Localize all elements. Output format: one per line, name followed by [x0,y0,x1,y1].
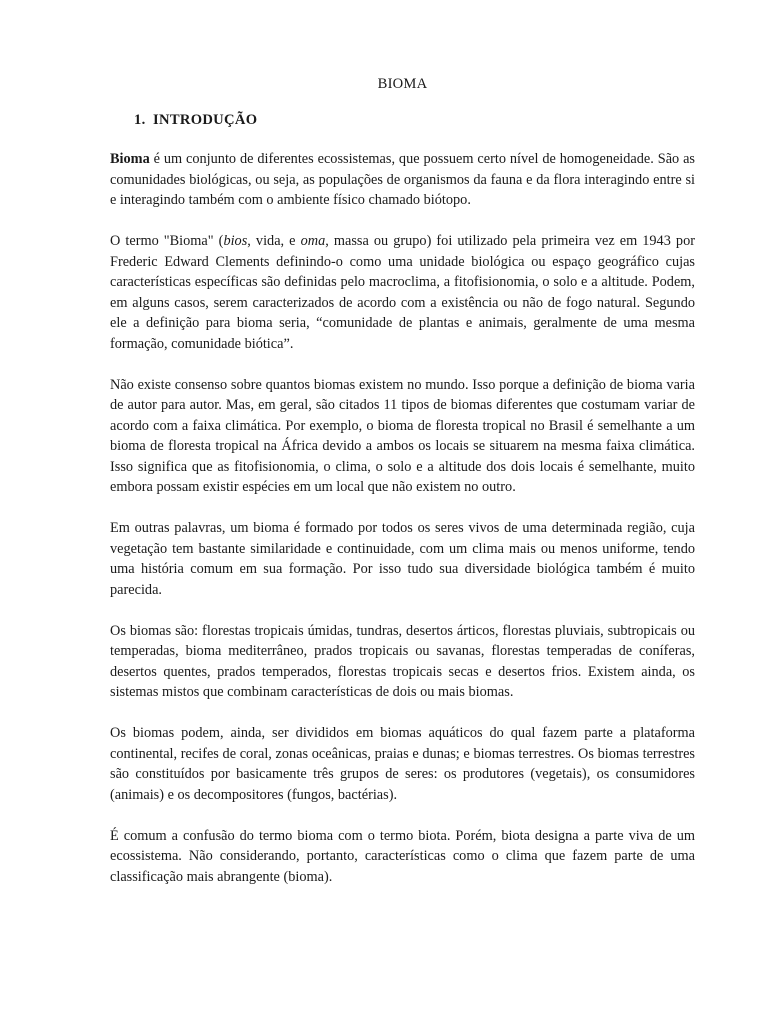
paragraph-text: O termo "Bioma" ( [110,233,224,249]
bold-term-bioma: Bioma [110,151,150,167]
paragraph-text: é um conjunto de diferentes ecossistemas, que possuem certo nível de homogeneidade. São as comunidades biológicas, ou seja, as populações de organismos da fauna e da flora interagindo entre si e interagindo também com o ambiente físico chamado biótopo. [110,151,695,208]
italic-term-bios: bios [223,233,248,249]
paragraph-definition [110,149,695,211]
paragraph-aquatic-terrestrial: Os biomas podem, ainda, ser divididos em biomas aquáticos do qual fazem parte a plataforma continental, recifes de coral, zonas oceânicas, praias e dunas; e biomas terrestres. Os biomas terrestres são constituídos por basicamente três grupos de seres: os produtores (vegetais), os consumidores (animais) e os decompositores (fungos, bactérias). [110,725,695,803]
paragraph-etymology [110,231,695,354]
section-heading [134,110,257,130]
paragraph-biome-list: Os biomas são: florestas tropicais úmidas, tundras, desertos árticos, florestas pluviais, subtropicais ou temperadas, bioma mediterrâneo, prados tropicais ou savanas, florestas temperadas de coníferas, desertos quentes, prados temperados, florestas tropicais secas e desertos frios. Existem ainda, os sistemas mistos que combinam características de dois ou mais biomas. [110,622,695,700]
paragraph-other-words: Em outras palavras, um bioma é formado por todos os seres vivos de uma determinada região, cuja vegetação tem bastante similaridade e continuidade, com um clima mais ou menos uniforme, tendo uma história comum em sua formação. Por isso tudo sua diversidade biológica também é muito parecida. [110,520,695,598]
document-body [110,149,695,908]
paragraph-text: , vida, e [247,233,301,249]
paragraph-biota: É comum a confusão do termo bioma com o termo biota. Porém, biota designa a parte viva de um ecossistema. Não considerando, portanto, características como o clima que fazem parte de uma classificação mais abrangente (bioma). [110,827,695,885]
italic-term-oma: oma [300,233,326,249]
paragraph-consensus: Não existe consenso sobre quantos biomas existem no mundo. Isso porque a definição de bioma varia de autor para autor. Mas, em geral, são citados 11 tipos de biomas diferentes que costumam variar de acordo com a faixa climática. Por exemplo, o bioma de floresta tropical no Brasil é semelhante a um bioma de floresta tropical na África devido a ambos os locais se situarem na mesma faixa climática. Isso significa que as fitofisionomia, o clima, o solo e a altitude dos dois locais é semelhante, muito embora possam existir espécies em um local que não existem no outro. [110,376,695,495]
document-title: BIOMA [377,76,428,92]
paragraph-text: , massa ou grupo) foi utilizado pela primeira vez em 1943 por Frederic Edward Clements definindo-o como uma unidade biológica ou espaço geográfico cujas características específicas são definidas pelo macroclima, a fitofisionomia, o solo e a altitude. Podem, em alguns casos, serem caracterizados de acordo com a existência ou não de fogo natural. Segundo ele a definição para bioma seria, “comunidade de plantas e animais, geralmente de uma mesma formação, comunidade biótica”. [110,233,695,352]
section-heading-text: INTRODUÇÃO [153,112,258,128]
section-number: 1. [134,112,146,128]
